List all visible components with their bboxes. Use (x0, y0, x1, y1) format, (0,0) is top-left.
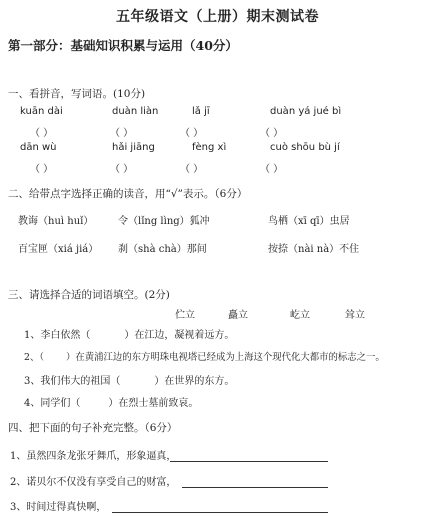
section-1-heading: 一、看拼音，写词语。(10分) (8, 88, 146, 100)
fill-item-4 (24, 394, 198, 409)
reading-item: 鸟栖（xī qī）虫居 (268, 216, 350, 227)
word-option: 伫立 (175, 310, 195, 321)
pinyin-2-2: hǎi jiāng (112, 142, 155, 153)
complete-item-3: 3、时间过得真快啊， (10, 502, 107, 513)
answer-paren: （ ） (30, 128, 54, 139)
answer-line (112, 512, 328, 513)
pinyin-1-1: kuān dài (20, 106, 63, 117)
fill-item-2 (24, 349, 385, 363)
item-num: 2、（ (24, 352, 45, 363)
item-paren: ） (66, 352, 76, 363)
answer-paren: （ ） (260, 128, 284, 139)
word-option: 矗立 (228, 310, 248, 321)
answer-line (170, 461, 328, 462)
reading-item: 令（lǐng lìng）狐冲 (118, 216, 210, 227)
item-text: 我们伟大的祖国（ (40, 376, 121, 387)
fill-item-1 (24, 326, 234, 341)
item-paren: ） (108, 398, 119, 409)
item-num: 1、 (24, 330, 41, 341)
complete-item-1: 1、虽然四条龙张牙舞爪，形象逼真， (10, 451, 177, 462)
item-text: 在黄浦江边的东方明珠电视塔已经成为上海这个现代化大都市的标志之一。 (75, 352, 385, 363)
section-4-heading: 四、把下面的句子补充完整。（6分） (8, 422, 178, 434)
answer-line (182, 487, 328, 488)
answer-paren: （ ） (110, 128, 134, 139)
answer-paren: （ ） (30, 164, 54, 175)
reading-item: 刹（shà chà）那间 (118, 244, 207, 255)
item-text: 在世界的东方。 (164, 376, 235, 387)
answer-paren: （ ） (180, 164, 204, 175)
pinyin-2-4: cuò shōu bù jí (270, 142, 340, 153)
pinyin-1-4: duàn yá jué bì (270, 106, 342, 117)
item-paren: ） (154, 376, 165, 387)
answer-paren: （ ） (260, 164, 284, 175)
section-2-heading: 二、给带点字选择正确的读音，用“√”表示。（6分） (8, 188, 248, 200)
answer-paren: （ ） (180, 128, 204, 139)
item-num: 4、 (24, 398, 41, 409)
word-option: 屹立 (290, 310, 310, 321)
word-option: 耸立 (345, 310, 365, 321)
page-title: 五年级语文（上册）期末测试卷 (116, 9, 319, 25)
item-text: 李白依然（ (40, 330, 91, 341)
pinyin-2-3: fèng xì (192, 142, 227, 153)
item-num: 3、 (24, 376, 41, 387)
pinyin-1-3: lǎ jī (192, 106, 210, 117)
item-text: 在江边，凝视着远方。 (134, 330, 235, 341)
pinyin-1-2: duàn liàn (112, 106, 159, 117)
item-paren: ） (124, 330, 135, 341)
pinyin-2-1: dān wù (20, 142, 57, 153)
reading-item: 按捺（nài nà）不住 (268, 244, 360, 255)
reading-item: 百宝匣（xiá jiá） (18, 244, 99, 255)
item-text: 同学们（ (40, 398, 81, 409)
part-heading: 第一部分：基础知识积累与运用（40分） (8, 38, 238, 53)
section-3-heading: 三、请选择合适的词语填空。(2分) (8, 289, 170, 301)
answer-paren: （ ） (110, 164, 134, 175)
reading-item: 教诲（huì huǐ） (18, 216, 94, 227)
item-text: 在烈士墓前致哀。 (118, 398, 199, 409)
fill-item-3 (24, 372, 234, 387)
complete-item-2: 2、诺贝尔不仅没有享受自己的财富， (10, 477, 177, 488)
